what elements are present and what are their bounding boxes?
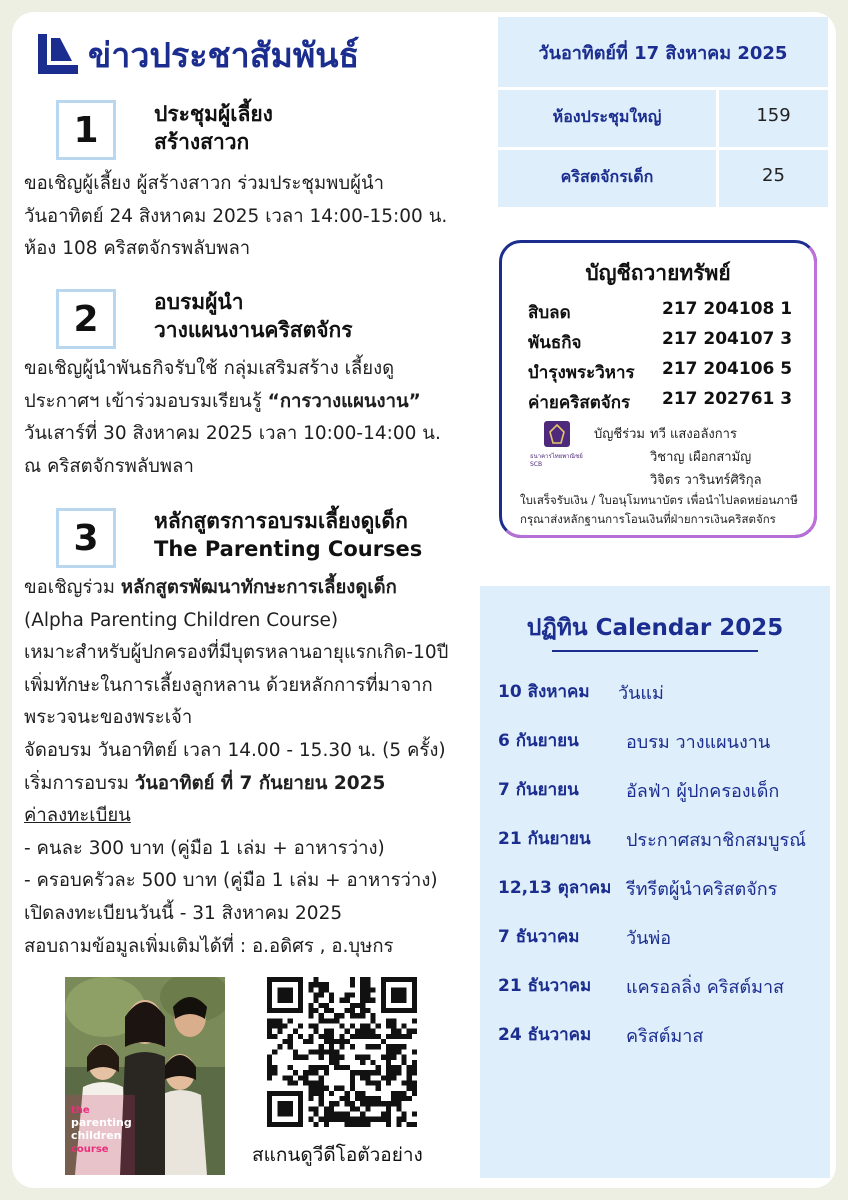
table-divider bbox=[498, 147, 828, 150]
signer-name: ทวี แสงอลังการ bbox=[650, 427, 737, 442]
section-2-body bbox=[24, 353, 441, 483]
section-3-line: เพิ่มทักษะในการเลี้ยงลูกหลาน ด้วยหลักการที่มาจาก bbox=[24, 674, 433, 696]
section-1-line: ขอเชิญผู้เลี้ยง ผู้สร้างสาวก ร่วมประชุมพบผู้นำ bbox=[24, 173, 384, 194]
registration-deadline: เปิดลงทะเบียนวันนี้ - 31 สิงหาคม 2025 bbox=[24, 902, 343, 924]
calendar-event-date: 21 ธันวาคม bbox=[498, 976, 592, 996]
attendance-date: วันอาทิตย์ที่ 17 สิงหาคม 2025 bbox=[538, 42, 788, 64]
section-2-title-line: วางแผนงานคริสตจักร bbox=[154, 318, 353, 342]
section-1-title-line: ประชุมผู้เลี้ยง bbox=[154, 102, 273, 126]
cover-title-line: parenting bbox=[71, 1116, 132, 1129]
offering-title: บัญชีถวายทรัพย์ bbox=[585, 261, 731, 285]
table-divider bbox=[498, 87, 828, 90]
calendar-title-underline bbox=[552, 650, 758, 652]
calendar-event-name: รีทรีตผู้นำคริสตจักร bbox=[626, 879, 778, 900]
account-name-mission: พันธกิจ bbox=[528, 333, 582, 353]
section-2-line: ณ คริสตจักรพลับพลา bbox=[24, 455, 194, 477]
attendance-value-main-hall: 159 bbox=[756, 105, 791, 126]
cover-title-line: children bbox=[71, 1129, 122, 1142]
section-3-start-date: วันอาทิตย์ ที่ 7 กันยายน 2025 bbox=[134, 772, 386, 794]
section-3-line-text: เริ่มการอบรม bbox=[24, 772, 135, 794]
calendar-event-date: 12,13 ตุลาคม bbox=[498, 878, 612, 898]
calendar-event-name: อัลฟ่า ผู้ปกครองเด็ก bbox=[626, 781, 780, 802]
cover-title-line: the bbox=[71, 1105, 90, 1116]
section-number-1: 1 bbox=[56, 100, 116, 160]
account-name-tithe: สิบลด bbox=[528, 303, 571, 323]
joint-account-label: บัญชีร่วม bbox=[594, 427, 646, 442]
section-1-title bbox=[154, 100, 273, 156]
calendar-event-name: แครอลลิ่ง คริสต์มาส bbox=[626, 977, 785, 998]
section-1-line: วันอาทิตย์ 24 สิงหาคม 2025 เวลา 14:00-15:00 น. bbox=[24, 205, 448, 227]
calendar-title: ปฏิทิน Calendar 2025 bbox=[526, 615, 784, 641]
calendar-event-name: วันพ่อ bbox=[626, 928, 672, 949]
section-1-body bbox=[24, 168, 447, 266]
calendar-panel bbox=[480, 586, 830, 1178]
scb-emblem-icon bbox=[544, 421, 570, 447]
parenting-course-cover-image bbox=[65, 977, 225, 1175]
section-3-body bbox=[24, 572, 448, 963]
section-3-line-text: ขอเชิญร่วม bbox=[24, 577, 121, 598]
attendance-label-children: คริสตจักรเด็ก bbox=[560, 167, 654, 186]
cover-title-line: course bbox=[71, 1144, 109, 1155]
scb-bank-logo-icon bbox=[530, 421, 583, 469]
section-1-line: ห้อง 108 คริสตจักรพลับพลา bbox=[24, 238, 251, 260]
attendance-label-main-hall: ห้องประชุมใหญ่ bbox=[552, 107, 662, 126]
contact-info: สอบถามข้อมูลเพิ่มเติมได้ที่ : อ.อดิศร , อ.บุษกร bbox=[24, 935, 394, 957]
calendar-event-date: 10 สิงหาคม bbox=[498, 682, 590, 702]
signer-name: วิจิตร วารินทร์ศิริกุล bbox=[650, 473, 762, 488]
section-3-title bbox=[154, 507, 422, 563]
page-title: ข่าวประชาสัมพันธ์ bbox=[88, 36, 360, 76]
section-3-line: พระวจนะของพระเจ้า bbox=[24, 707, 193, 729]
calendar-event-name: ประกาศสมาชิกสมบูรณ์ bbox=[626, 830, 806, 851]
section-2-title-line: อบรมผู้นำ bbox=[154, 290, 244, 314]
calendar-event-name: คริสต์มาส bbox=[626, 1026, 704, 1047]
section-3-line: เหมาะสำหรับผู้ปกครองที่มีบุตรหลานอายุแรกเกิด-10ปี bbox=[24, 642, 449, 664]
calendar-event-date: 21 กันยายน bbox=[498, 829, 591, 849]
section-3-line bbox=[24, 572, 448, 605]
calendar-event-date: 7 กันยายน bbox=[498, 780, 579, 800]
fee-per-family: - ครอบครัวละ 500 บาท (คู่มือ 1 เล่ม + อาหารว่าง) bbox=[24, 870, 438, 892]
account-number-building[interactable]: 217 204106 5 bbox=[662, 359, 793, 379]
section-2-line: วันเสาร์ที่ 30 สิงหาคม 2025 เวลา 10:00-14:00 น. bbox=[24, 423, 441, 445]
transfer-proof-note: กรุณาส่งหลักฐานการโอนเงินที่ฝ่ายการเงินคริสตจักร bbox=[520, 512, 776, 526]
church-logo-icon bbox=[38, 34, 78, 74]
attendance-value-children: 25 bbox=[762, 165, 785, 186]
section-3-title-line: หลักสูตรการอบรมเลี้ยงดูเด็ก bbox=[154, 509, 408, 533]
offering-accounts-card bbox=[499, 240, 817, 538]
section-3-line: (Alpha Parenting Children Course) bbox=[24, 609, 339, 631]
section-2-line-text: ประกาศฯ เข้าร่วมอบรมเรียนรู้ bbox=[24, 390, 268, 412]
account-number-camp[interactable]: 217 202761 3 bbox=[662, 389, 793, 409]
section-3-line: จัดอบรม วันอาทิตย์ เวลา 14.00 - 15.30 น. (5 ครั้ง) bbox=[24, 739, 446, 761]
account-number-tithe[interactable]: 217 204108 1 bbox=[662, 299, 793, 319]
account-number-mission[interactable]: 217 204107 3 bbox=[662, 329, 793, 349]
section-3-title-line: The Parenting Courses bbox=[154, 537, 423, 561]
bank-abbr: SCB bbox=[530, 461, 543, 468]
section-number-3: 3 bbox=[56, 508, 116, 568]
section-2-line bbox=[24, 386, 441, 419]
section-2-title bbox=[154, 288, 353, 344]
qr-code[interactable] bbox=[267, 977, 417, 1127]
calendar-event-date: 6 กันยายน bbox=[498, 731, 579, 751]
qr-caption: สแกนดูวีดีโอตัวอย่าง bbox=[252, 1144, 423, 1166]
section-2-line: ขอเชิญผู้นำพันธกิจรับใช้ กลุ่มเสริมสร้าง เลี้ยงดู bbox=[24, 358, 395, 379]
account-name-building: บำรุงพระวิหาร bbox=[528, 363, 635, 383]
calendar-event-name: อบรม วางแผนงาน bbox=[626, 732, 771, 753]
attendance-table bbox=[498, 17, 828, 207]
section-1-title-line: สร้างสาวก bbox=[154, 130, 250, 154]
bulletin-page bbox=[12, 12, 836, 1188]
tax-receipt-note: ใบเสร็จรับเงิน / ใบอนุโมทนาบัตร เพื่อนำไปลดหย่อนภาษี bbox=[520, 493, 798, 507]
registration-fee-heading: ค่าลงทะเบียน bbox=[24, 805, 131, 827]
calendar-event-name: วันแม่ bbox=[618, 683, 664, 704]
section-3-line bbox=[24, 768, 448, 801]
signer-name: วิชาญ เผือกสามัญ bbox=[650, 450, 752, 465]
section-3-course-name: หลักสูตรพัฒนาทักษะการเลี้ยงดูเด็ก bbox=[120, 577, 397, 598]
section-number-2: 2 bbox=[56, 289, 116, 349]
bank-name bbox=[530, 451, 583, 468]
bank-name-thai: ธนาคารไทยพาณิชย์ bbox=[530, 453, 583, 460]
calendar-event-date: 7 ธันวาคม bbox=[498, 927, 580, 947]
calendar-event-date: 24 ธันวาคม bbox=[498, 1025, 592, 1045]
account-name-camp: ค่ายคริสตจักร bbox=[528, 393, 631, 413]
fee-per-person: - คนละ 300 บาท (คู่มือ 1 เล่ม + อาหารว่าง) bbox=[24, 837, 385, 859]
section-2-course-name: “การวางแผนงาน” bbox=[267, 390, 421, 412]
